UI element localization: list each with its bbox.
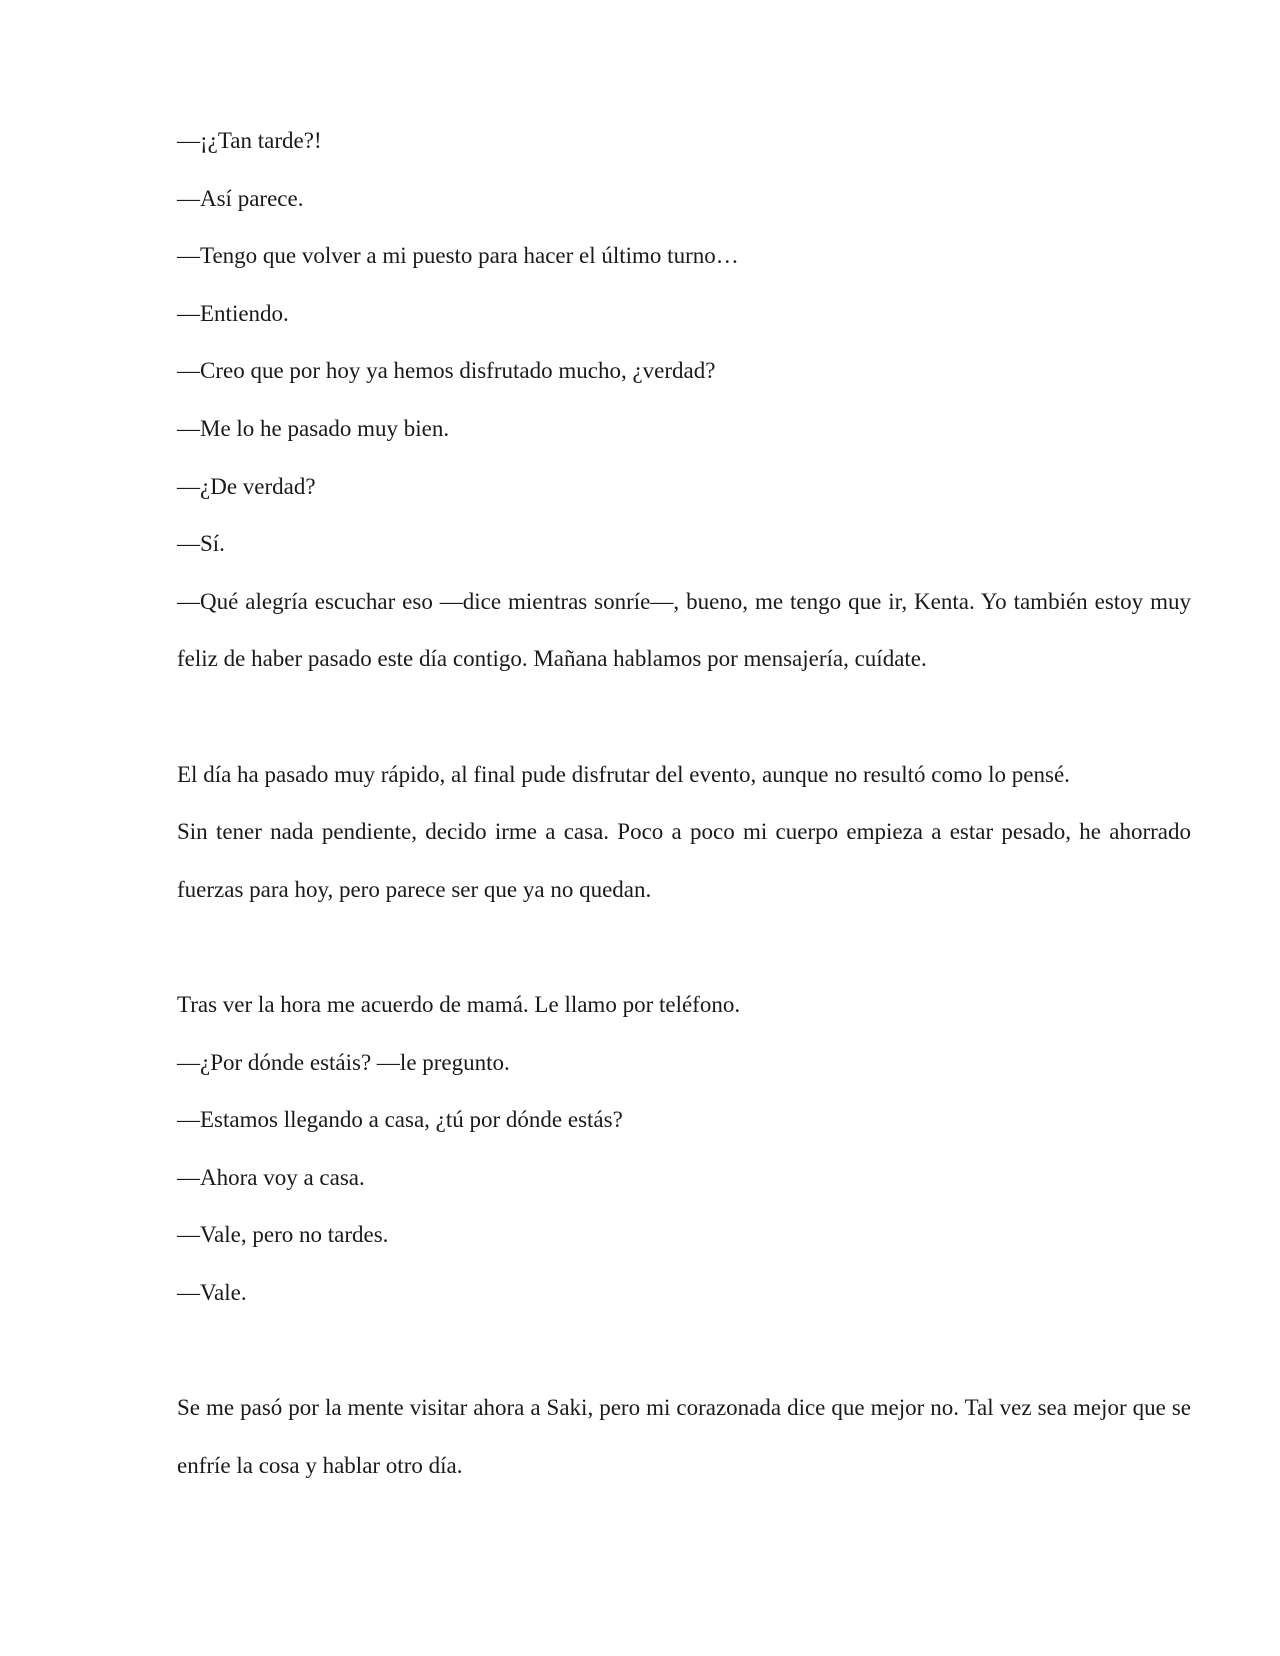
- dialogue-line: —Ahora voy a casa.: [177, 1164, 365, 1190]
- narrative-paragraph: Sin tener nada pendiente, decido irme a casa. Poco a poco mi cuerpo empieza a estar pesado, he ahorrado fuerzas para hoy, pero parece ser que ya no quedan.: [177, 819, 1191, 902]
- dialogue-line: —¿Por dónde estáis? —le pregunto.: [177, 1049, 510, 1075]
- narrative-line: Tras ver la hora me acuerdo de mamá. Le llamo por teléfono.: [177, 991, 741, 1017]
- dialogue-line: —Sí.: [177, 531, 225, 557]
- dialogue-line: —¡¿Tan tarde?!: [177, 128, 322, 153]
- paragraph-spacer: [177, 688, 1191, 746]
- paragraph-spacer: [177, 1321, 1191, 1379]
- dialogue-line: —Así parece.: [177, 185, 304, 211]
- dialogue-paragraph: —Qué alegría escuchar eso —dice mientras sonríe—, bueno, me tengo que ir, Kenta. Yo también estoy muy feliz de haber pasado este día contigo. Mañana hablamos por mensajería, cuídate.: [177, 588, 1191, 672]
- dialogue-line: —¿De verdad?: [177, 473, 316, 499]
- dialogue-line: —Creo que por hoy ya hemos disfrutado mucho, ¿verdad?: [177, 358, 716, 384]
- dialogue-line: —Vale.: [177, 1279, 247, 1305]
- dialogue-line: —Estamos llegando a casa, ¿tú por dónde estás?: [177, 1107, 623, 1133]
- paragraph-spacer: [177, 918, 1191, 976]
- narrative-paragraph: Se me pasó por la mente visitar ahora a Saki, pero mi corazonada dice que mejor no. Tal vez sea mejor que se enfríe la cosa y hablar otro día.: [177, 1395, 1191, 1478]
- dialogue-line: —Me lo he pasado muy bien.: [177, 415, 450, 441]
- dialogue-line: —Tengo que volver a mi puesto para hacer el último turno…: [177, 243, 739, 269]
- dialogue-line: —Vale, pero no tardes.: [177, 1222, 389, 1248]
- dialogue-line: —Entiendo.: [177, 300, 289, 326]
- narrative-line: El día ha pasado muy rápido, al final pude disfrutar del evento, aunque no resultó como lo pensé.: [177, 761, 1070, 787]
- document-body: [177, 112, 1191, 1494]
